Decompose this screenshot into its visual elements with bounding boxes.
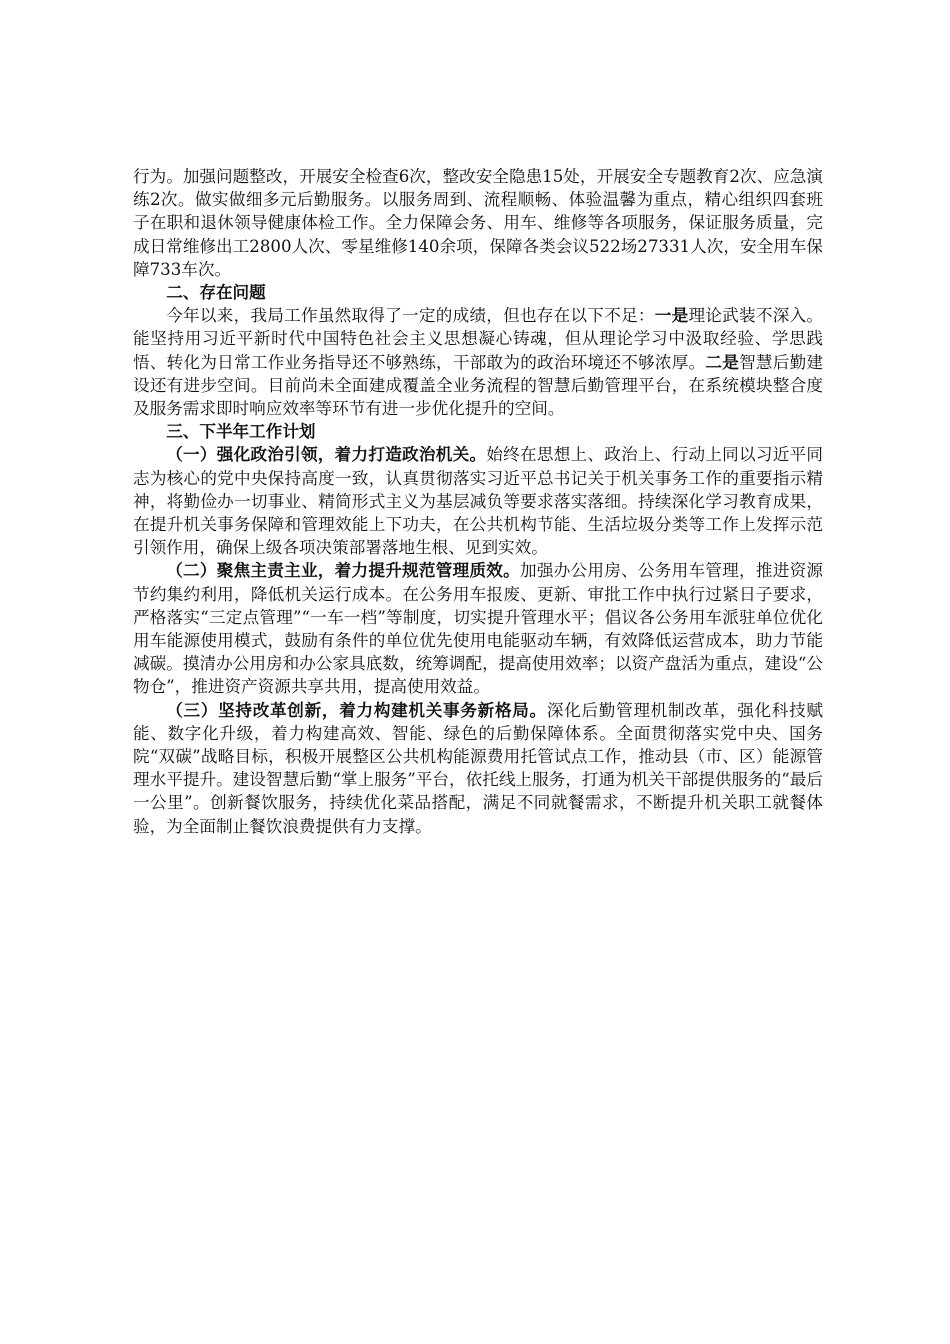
- problem-marker-first: 一是: [654, 305, 689, 326]
- problem-first-text: 理论武装不深入。能坚持用习近平新时代中国特色社会主义思想凝心铸魂，但从理论学习中汲取经验、学思践悟、转化为日常工作业务指导还不够熟练，干部敢为的政治环境还不够浓厚。: [133, 306, 824, 372]
- document-page: [133, 165, 823, 838]
- plan-2-body: 加强办公用房、公务用车管理，推进资源节约集约利用，降低机关运行成本。在公务用车报废、更新、审批工作中执行过紧日子要求，严格落实“三定点管理”“一车一档”等制度，切实提升管理水平；倡议各公务用车派驻单位优化用车能源使用模式，鼓励有条件的单位优先使用电能驱动车辆，有效降低运营成本，助力节能减碳。摸清办公用房和办公家具底数，统筹调配，提高使用效率；以资产盘活为重点，建设“公物仓”，推进资产资源共享共用，提高使用效益。: [133, 561, 824, 697]
- plan-1-title: （一）强化政治引领，着力打造政治机关。: [166, 444, 487, 465]
- paragraph-plan-management-efficiency: [133, 559, 823, 698]
- paragraph-plan-reform-innovation: [133, 699, 823, 838]
- problem-second-text: 智慧后勤建设还有进步空间。目前尚未全面建成覆盖全业务流程的智慧后勤管理平台，在系统模块整合度及服务需求即时响应效率等环节有进一步优化提升的空间。: [133, 352, 824, 419]
- problems-intro: 今年以来，我局工作虽然取得了一定的成绩，但也存在以下不足：: [166, 306, 655, 326]
- paragraph-safety-and-logistics: 行为。加强问题整改，开展安全检查6次，整改安全隐患15处，开展安全专题教育2次、应急演练2次。做实做细多元后勤服务。以服务周到、流程顺畅、体验温馨为重点，精心组织四套班子在职和退休领导健康体检工作。全力保障会务、用车、维修等各项服务，保证服务质量，完成日常维修出工2800人次、零星维修140余项，保障各类会议522场27331人次，安全用车保障733车次。: [133, 167, 823, 279]
- plan-1-body: 始终在思想上、政治上、行动上同以习近平同志为核心的党中央保持高度一致，认真贯彻落实习近平总书记关于机关事务工作的重要指示精神，将勤俭办一切事业、精简形式主义为基层减负等要求落实落细。持续深化学习教育成果，在提升机关事务保障和管理效能上下功夫，在公共机构节能、生活垃圾分类等工作上发挥示范引领作用，确保上级各项决策部署落地生根、见到实效。: [133, 445, 823, 558]
- paragraph-existing-problems: [133, 304, 823, 420]
- plan-3-body: 深化后勤管理机制改革，强化科技赋能、数字化升级，着力构建高效、智能、绿色的后勤保障体系。全面贯彻落实党中央、国务院“双碳”战略目标，积极开展整区公共机构能源费用托管试点工作，推动县（市、区）能源管理水平提升。建设智慧后勤“掌上服务”平台，依托线上服务，打通为机关干部提供服务的“最后一公里”。创新餐饮服务，持续优化菜品搭配，满足不同就餐需求，不断提升机关职工就餐体验，为全面制止餐饮浪费提供有力支撑。: [133, 700, 824, 836]
- plan-3-title: （三）坚持改革创新，着力构建机关事务新格局。: [166, 699, 547, 720]
- paragraph-plan-political-guidance: [133, 443, 823, 559]
- section-heading-existing-problems: 二、存在问题: [166, 282, 266, 303]
- problem-marker-second: 二是: [705, 351, 740, 372]
- plan-2-title: （二）聚焦主责主业，着力提升规范管理质效。: [166, 560, 520, 581]
- section-heading-work-plan: 三、下半年工作计划: [166, 421, 316, 442]
